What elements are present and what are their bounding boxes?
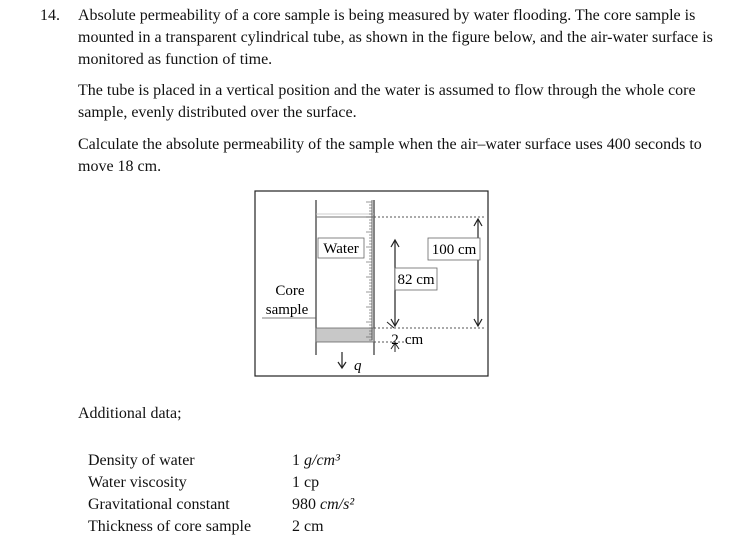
row-value <box>292 450 354 472</box>
value-unit: g/cm³ <box>304 452 340 469</box>
additional-data-title: Additional data; <box>78 405 182 422</box>
flow-label: q <box>354 358 362 374</box>
row-label: Gravitational constant <box>88 496 230 513</box>
row-value <box>292 472 354 494</box>
question-paragraph-2: The tube is placed in a vertical position and the water is assumed to flow through the whole core sample, evenly distributed over the surface. <box>78 82 696 121</box>
row-label: Water viscosity <box>88 474 187 491</box>
value-unit: cm <box>304 518 324 535</box>
dim-2-unit: cm <box>404 332 424 348</box>
dim-2-number: 2 <box>391 332 399 348</box>
core-label-line1: Core <box>275 283 305 299</box>
value-unit: cm/s² <box>320 496 355 513</box>
figure-svg <box>254 190 490 378</box>
table-row <box>88 450 354 472</box>
value-number: 1 <box>292 474 300 491</box>
row-value <box>292 494 354 516</box>
row-label: Thickness of core sample <box>88 518 252 535</box>
core-sample-block <box>316 328 374 342</box>
value-number: 2 <box>292 518 300 535</box>
value-number: 1 <box>292 452 300 469</box>
dim-82-label: 82 cm <box>397 272 435 288</box>
question-number: 14. <box>40 7 60 24</box>
value-number: 980 <box>292 496 316 513</box>
core-label-line2: sample <box>265 302 309 318</box>
additional-data-table <box>88 450 354 538</box>
row-label: Density of water <box>88 452 195 469</box>
table-row <box>88 494 354 516</box>
question-paragraph-3: Calculate the absolute permeability of the sample when the air–water surface uses 400 seconds to move 18 cm. <box>78 136 702 175</box>
table-row <box>88 516 354 538</box>
core-sample-figure <box>254 190 490 378</box>
tube-scale <box>366 200 372 340</box>
flow-arrow <box>338 352 346 368</box>
water-label: Water <box>323 241 359 257</box>
dim-100-label: 100 cm <box>431 242 477 258</box>
question-paragraph-1: Absolute permeability of a core sample is being measured by water flooding. The core sample is mounted in a transparent cylindrical tube, as shown in the figure below, and the air-water surface is monitored as function of time. <box>78 7 713 68</box>
row-value <box>292 516 354 538</box>
table-row <box>88 472 354 494</box>
value-unit: cp <box>304 474 320 491</box>
